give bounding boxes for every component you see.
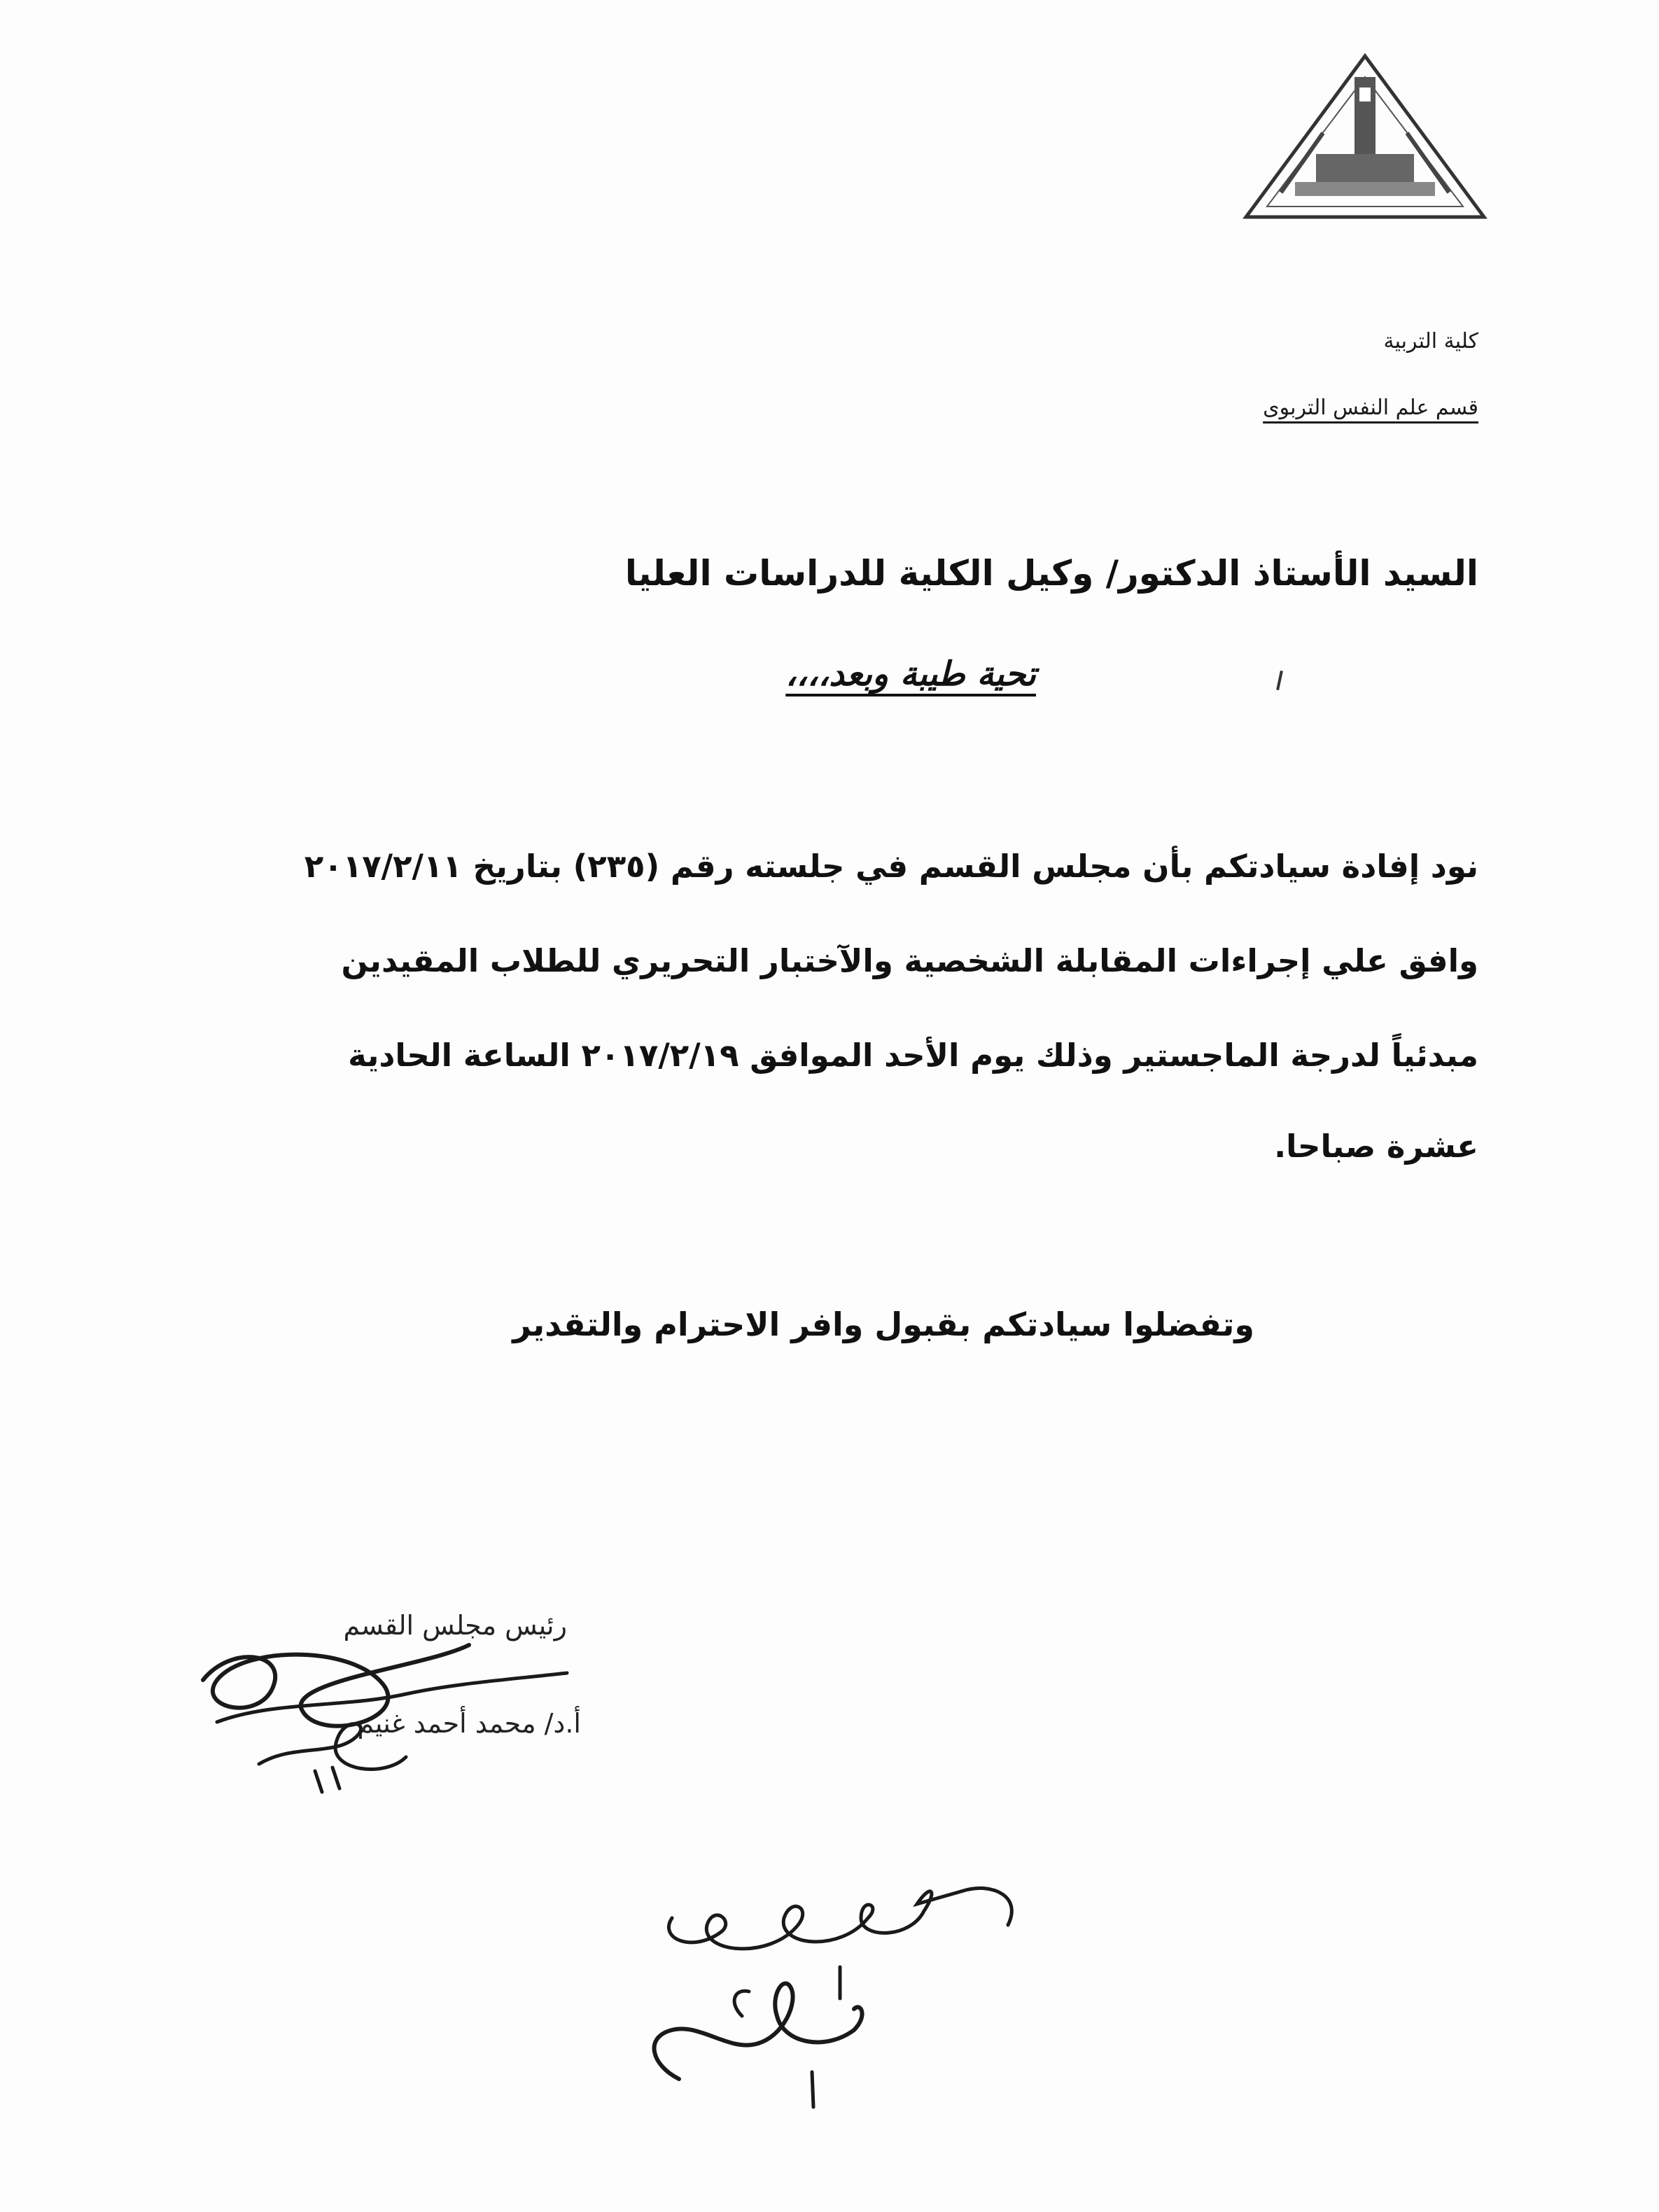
signatory-name: أ.د/ محمد أحمد غنيم [357,1708,581,1739]
addressee: السيد الأستاذ الدكتور/ وكيل الكلية للدراسات العليا [624,553,1478,594]
greeting: تحية طيبة وبعد،،،، [785,654,1036,694]
university-logo [1239,49,1491,231]
handwritten-annotation [630,1876,1190,2128]
department-name: قسم علم النفس التربوى [1263,396,1478,420]
handwritten-signature [175,1603,609,1799]
department-header [1263,329,1478,420]
closing-line: وتفضلوا سيادتكم بقبول وافر الاحترام والتقدير [512,1306,1254,1343]
body-line-4: عشرة صباحا. [1274,1128,1478,1165]
faculty-name: كلية التربية [1383,329,1478,354]
body-line-1: نود إفادة سيادتكم بأن مجلس القسم في جلسته رقم (٢٣٥) بتاريخ ٢٠١٧/٢/١١ [304,848,1478,885]
stray-mark [1276,671,1283,690]
signatory-title: رئيس مجلس القسم [343,1610,567,1641]
body-line-3: مبدئياً لدرجة الماجستير وذلك يوم الأحد الموافق ٢٠١٧/٢/١٩ الساعة الحادية [348,1037,1478,1074]
body-line-2: وافق علي إجراءات المقابلة الشخصية والآختبار التحريري للطلاب المقيدين [341,942,1478,979]
